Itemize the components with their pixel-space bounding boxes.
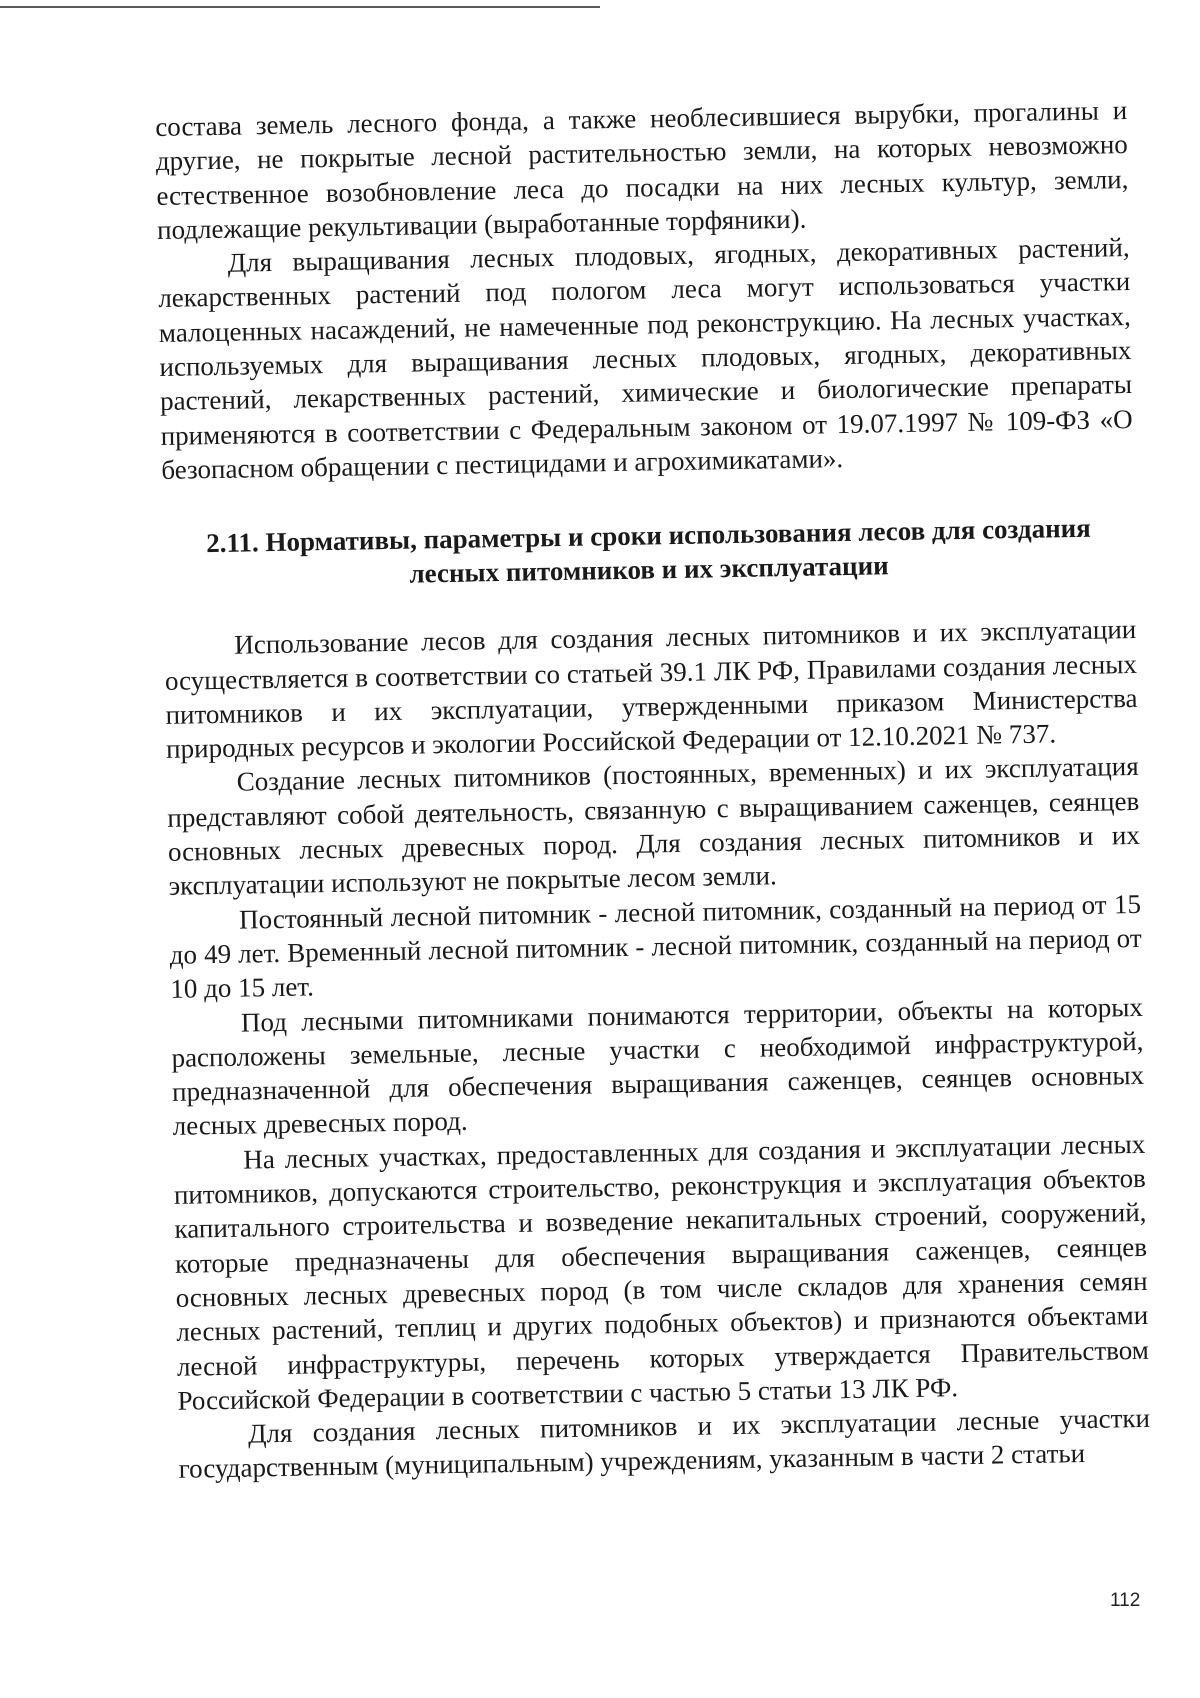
section-heading-line-1: 2.11. Нормативы, параметры и сроки использования лесов для создания: [205, 513, 1092, 559]
page-number: 112: [1110, 1590, 1141, 1611]
section-heading: [162, 510, 1135, 595]
paragraph-nursery-creation: Создание лесных питомников (постоянных, временных) и их эксплуатация представляют собой деятельность, связанную с выращиванием саженцев, сеянцев основных лесных древесных пород. Для создания лесных питомников и их эксплуатации используют не покрытые лесом земли.: [167, 751, 1141, 902]
paragraph-forest-plants: Для выращивания лесных плодовых, ягодных, декоративных растений, лекарственных растений под пологом леса могут использоваться участки малоценных насаждений, не намеченные под реконструкцию. На лесных участках, используемых для выращивания лесных плодовых, ягодных, декоративных растений, лекарственных растений, химические и биологические препараты применяются в соответствии с Федеральным законом от 19.07.1997 № 109-ФЗ «О безопасном обращении с пестицидами и агрохимикатами».: [158, 232, 1133, 485]
paragraph-nursery-institutions: Для создания лесных питомников и их эксплуатации лесные участки государственным (муниципальным) учреждениям, указанным в части 2 статьи: [178, 1402, 1151, 1485]
paragraph-continued: состава земель лесного фонда, а также необлесившиеся вырубки, прогалины и другие, не покрытые лесной растительностью земли, на которых невозможно естественное возобновление леса до посадки на них лесных культур, земли, подлежащие рекультивации (выработанные торфяники).: [155, 95, 1129, 245]
document-page: [155, 93, 1151, 1486]
paragraph-nursery-periods: Постоянный лесной питомник - лесной питомник, созданный на период от 15 до 49 лет. Временный лесной питомник - лесной питомник, созданный на период от 10 до 15 лет.: [169, 888, 1142, 1005]
scan-edge-line: [0, 6, 600, 8]
paragraph-nursery-definition: Под лесными питомниками понимаются территории, объекты на которых расположены земельные, лесные участки с необходимой инфраструктурой, предназначенной для обеспечения выращивания саженцев, сеянцев основных лесных древесных пород.: [171, 991, 1145, 1142]
paragraph-nursery-usage: Использование лесов для создания лесных питомников и их эксплуатации осуществляется в соответствии со статьей 39.1 ЛК РФ, Правилами создания лесных питомников и их эксплуатации, утвержденными приказом Министерства природных ресурсов и экологии Российской Федерации от 12.10.2021 № 737.: [164, 614, 1138, 765]
paragraph-nursery-construction: На лесных участках, предоставленных для создания и эксплуатации лесных питомников, допускаются строительство, реконструкция и эксплуатация объектов капитального строительства и возведение некапитальных строений, сооружений, которые предназначены для обеспечения выращивания саженцев, сеянцев основных лесных древесных пород (в том числе складов для хранения семян лесных растений, теплиц и других подобных объектов) и признаются объектами лесной инфраструктуры, перечень которых утверждается Правительством Российской Федерации в соответствии с частью 5 статьи 13 ЛК РФ.: [173, 1128, 1150, 1416]
section-heading-line-2: лесных питомников и их эксплуатации: [409, 550, 889, 589]
